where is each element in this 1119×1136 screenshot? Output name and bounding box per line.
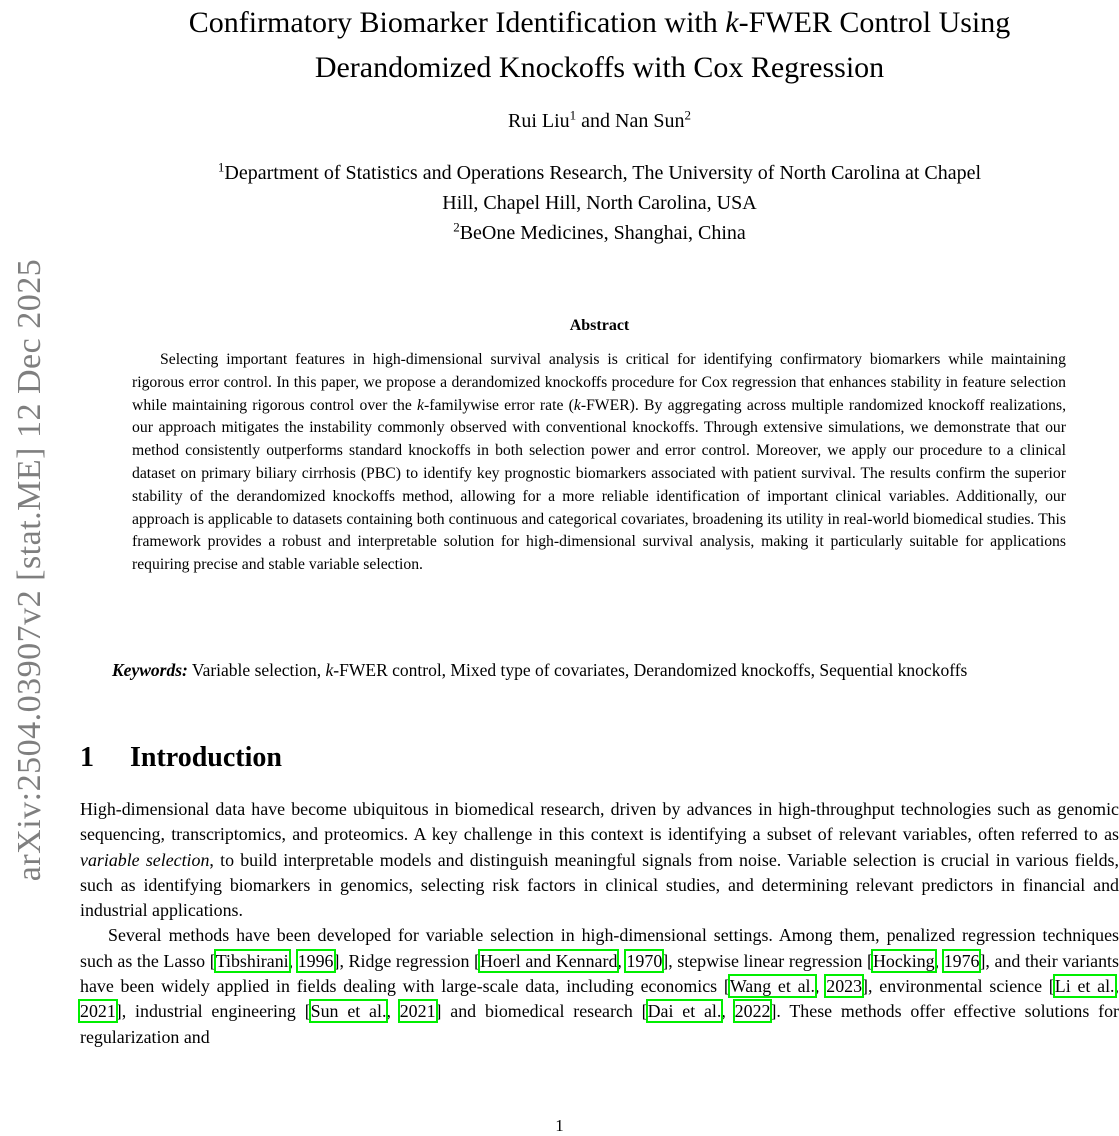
citation-link[interactable]: 2023 [826, 976, 863, 997]
page-number: 1 [555, 1116, 564, 1135]
intro-paragraph-1: High-dimensional data have become ubiquitous in biomedical research, driven by advances in high-throughput technologies such as genomic sequencing, transcriptomics, and proteomics. A key challenge in this context is identifying a subset of relevant variables, often referred to as variable selection, to build interpretable models and distinguish meaningful signals from noise. Variable selection is crucial in various fields, such as identifying biomarkers in genomics, selecting risk factors in clinical studies, and determining relevant predictors in financial and industrial applications. [80, 799, 1119, 921]
section-heading-introduction [80, 742, 282, 774]
citation-link[interactable]: 2021 [80, 1001, 116, 1022]
abstract-paragraph: Selecting important features in high-dimensional survival analysis is critical for identifying confirmatory biomarkers while maintaining rigorous error control. In this paper, we propose a derandomized knockoffs procedure for Cox regression that enhances stability in feature selection while maintaining rigorous control over the k-familywise error rate (k-FWER). By aggregating across multiple randomized knockoff realizations, our approach mitigates the instability commonly observed with conventional knockoffs. Through extensive simulations, we demonstrate that our method consistently outperforms standard knockoffs in both selection power and error control. Moreover, we apply our procedure to a clinical dataset on primary biliary cirrhosis (PBC) to identify key prognostic biomarkers associated with patient survival. The results confirm the superior stability of the derandomized knockoffs method, allowing for a more reliable identification of important clinical variables. Additionally, our approach is applicable to datasets containing both continuous and categorical covariates, broadening its utility in real-world biomedical studies. This framework provides a robust and interpretable solution for high-dimensional survival analysis, making it particularly suitable for applications requiring precise and stable variable selection. [132, 351, 1066, 574]
arxiv-identifier: arXiv:2504.03907v2 [stat.ME] 12 Dec 2025 [11, 258, 48, 882]
intro-paragraph-2: Several methods have been developed for variable selection in high-dimensional settings. Among them, penalized regression techniques such as the Lasso [Tibshirani, 1996], Ridge regression [Hoerl and Kennard, 1970], stepwise linear regression [Hocking, 1976], and their variants have been widely applied in fields dealing with large-scale data, including economics [Wang et al., 2023], environmental science [Li et al., 2021], industrial engineering [Sun et al., 2021] and biomedical research [Dai et al., 2022]. These methods offer effective solutions for regularization and [80, 925, 1119, 1047]
citation-link[interactable]: 1970 [626, 950, 663, 971]
section-title: Introduction [130, 742, 282, 773]
author-affiliation-marker: 2 [684, 107, 691, 123]
abstract-heading: Abstract [569, 317, 630, 334]
arxiv-watermark [0, 0, 60, 1134]
affiliation-1-cont: Hill, Chapel Hill, North Carolina, USA [442, 192, 757, 214]
section-number: 1 [80, 742, 94, 773]
paper-title [80, 0, 1119, 90]
title-line-2: Derandomized Knockoffs with Cox Regression [314, 51, 885, 84]
affiliation-1: $^1$Department of Statistics and Operations Research, The University of North Carolina at Chapel [217, 159, 982, 184]
affiliation-2: $^2$BeOne Medicines, Shanghai, China [453, 219, 746, 244]
author-name: Rui Liu [507, 110, 570, 132]
citation-link[interactable]: Li et al. [1054, 976, 1115, 997]
keywords: Keywords: Variable selection, k-FWER control, Mixed type of covariates, Derandomized knockoffs, Sequential knockoffs [112, 660, 968, 680]
title-line-1: Confirmatory Biomarker Identification with k-FWER Control Using [188, 6, 1011, 39]
citation-link[interactable]: Dai et al. [647, 1001, 722, 1022]
author-name: Nan Sun [615, 110, 685, 132]
citation-link[interactable]: Sun et al. [310, 1001, 387, 1022]
citation-link[interactable]: Wang et al. [729, 976, 815, 997]
author-list: Rui Liu$^1$ and Nan Sun$^2$ [507, 107, 691, 132]
abstract-body [132, 349, 1066, 577]
author-affiliation-marker: 1 [569, 107, 577, 123]
citation-link[interactable]: 1996 [297, 950, 334, 971]
citation-link[interactable]: 2021 [399, 1001, 436, 1022]
citation-link[interactable]: Hoerl and Kennard [480, 950, 618, 971]
citation-link[interactable]: 2022 [734, 1001, 771, 1022]
citation-link[interactable]: Hocking [872, 950, 935, 971]
keywords-label: Keywords: [112, 660, 188, 680]
introduction-body [80, 797, 1119, 1050]
affiliations [80, 158, 1119, 248]
citation-link[interactable]: 1976 [943, 950, 980, 971]
citation-link[interactable]: Tibshirani [215, 950, 289, 971]
